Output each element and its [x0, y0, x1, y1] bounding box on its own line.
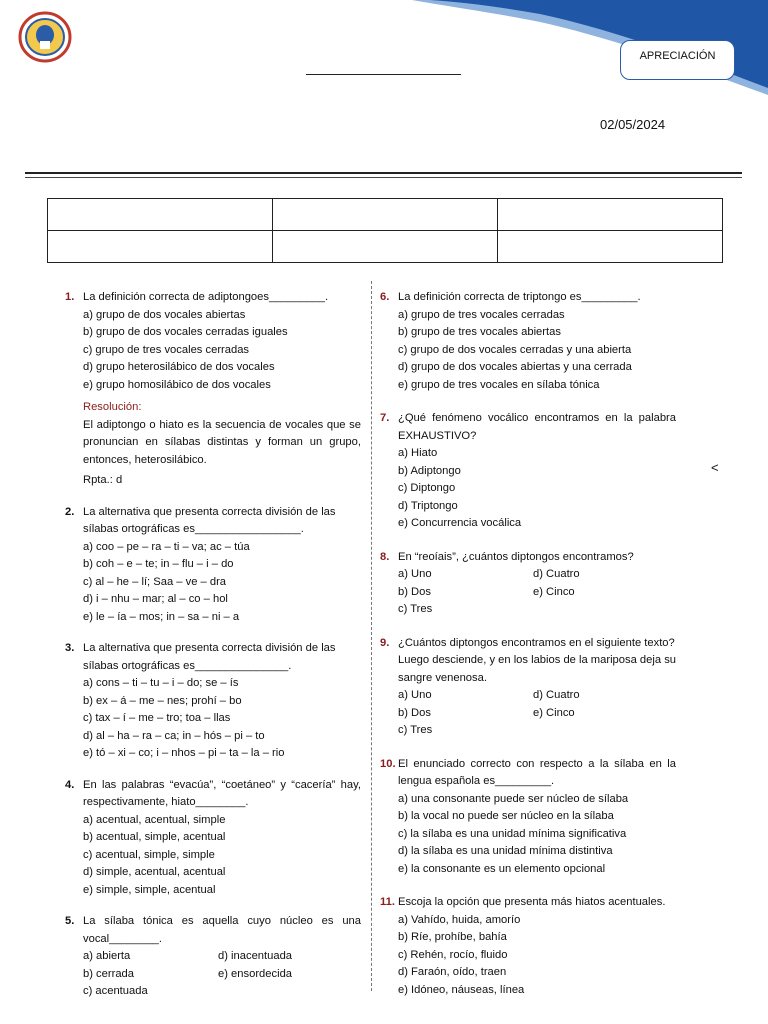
school-crest-icon [18, 11, 72, 63]
question-number: 8. [380, 550, 390, 563]
question-stem: La definición correcta de triptongo es_________. [398, 291, 641, 303]
question-7 [380, 410, 676, 533]
option: e) ensordecida [218, 967, 293, 980]
question-number: 2. [65, 505, 75, 518]
question-number: 9. [380, 636, 390, 649]
option: b) grupo de dos vocales cerradas iguales [83, 326, 288, 338]
option: d) inacentuada [218, 950, 293, 962]
option: b) grupo de tres vocales abiertas [398, 326, 561, 338]
question-number: 5. [65, 915, 75, 927]
option: d) al – ha – ra – ca; in – hós – pi – to [83, 729, 265, 742]
option-row [380, 705, 676, 723]
question-stem: ¿Qué fenómeno vocálico encontramos en la palabra EXHAUSTIVO? [398, 412, 676, 442]
option: d) la sílaba es una unidad mínima distintiva [398, 845, 613, 857]
option: c) grupo de dos vocales cerradas y una abierta [398, 343, 632, 356]
option-row [380, 584, 676, 602]
option: c) Tres [398, 724, 433, 736]
info-cell[interactable] [498, 231, 723, 263]
option: c) Rehén, rocío, fluido [398, 948, 508, 961]
right-column [380, 289, 676, 999]
option: a) una consonante puede ser núcleo de sílaba [398, 792, 629, 805]
option: e) Idóneo, náuseas, línea [398, 983, 525, 996]
option: d) Cuatro [533, 689, 580, 701]
question-number: 11. [380, 896, 395, 908]
appreciation-badge [620, 40, 735, 80]
question-stem: Escoja la opción que presenta más hiatos acentuales. [398, 896, 666, 908]
info-cell[interactable] [273, 231, 498, 263]
option: c) acentuada [83, 985, 148, 997]
header-divider [25, 172, 742, 174]
option: d) simple, acentual, acentual [83, 866, 226, 878]
info-cell[interactable] [273, 199, 498, 231]
option: e) Cinco [533, 585, 575, 598]
resolution-title: Resolución: [83, 401, 142, 413]
option: d) grupo heterosilábico de dos vocales [83, 361, 275, 373]
option: e) tó – xi – co; i – nhos – pi – ta – la – rio [83, 747, 285, 759]
question-2 [65, 504, 361, 627]
appreciation-label: APRECIACIÓN [639, 50, 716, 62]
option: b) Dos [398, 706, 431, 719]
resolution-text: El adiptongo o hiato es la secuencia de vocales que se pronuncian en sílabas distintas y forman un grupo, entonces, heterosilábico. [83, 418, 361, 466]
option: c) Diptongo [398, 482, 456, 494]
question-10 [380, 756, 676, 879]
option: a) grupo de dos vocales abiertas [83, 308, 246, 321]
option: a) Uno [398, 568, 432, 580]
question-stem: La alternativa que presenta correcta división de las sílabas ortográficas es_________________. [83, 505, 336, 535]
option: a) cons – ti – tu – i – do; se – ís [83, 677, 239, 689]
question-5 [65, 913, 361, 1001]
question-stem: ¿Cuántos diptongos encontramos en el siguiente texto? [398, 636, 675, 649]
option-row [65, 966, 361, 984]
question-stem: En “reoíais”, ¿cuántos diptongos encontramos? [398, 550, 634, 563]
option: d) Cuatro [533, 568, 580, 580]
question-6 [380, 289, 676, 394]
option: a) Vahído, huida, amorío [398, 913, 521, 926]
option: e) le – ía – mos; in – sa – ni – a [83, 610, 240, 623]
question-number: 4. [65, 778, 75, 791]
option: e) la consonante es un elemento opcional [398, 862, 606, 875]
option: c) tax – í – me – tro; toa – llas [83, 712, 231, 724]
info-cell[interactable] [498, 199, 723, 231]
option: e) simple, simple, acentual [83, 883, 216, 896]
question-number: 6. [380, 291, 390, 303]
question-9 [380, 635, 676, 740]
option-row [380, 687, 676, 705]
option: a) Hiato [398, 447, 438, 459]
option: d) grupo de dos vocales abiertas y una cerrada [398, 361, 632, 373]
option: b) Dos [398, 585, 431, 598]
option: e) Cinco [533, 706, 575, 719]
option: a) Uno [398, 689, 432, 701]
option: b) acentual, simple, acentual [83, 831, 226, 843]
question-1 [65, 289, 361, 490]
option: a) coo – pe – ra – ti – va; ac – túa [83, 540, 250, 553]
info-cell[interactable] [48, 231, 273, 263]
question-text: Luego desciende, y en los labios de la mariposa deja su sangre venenosa. [398, 654, 677, 684]
option: a) grupo de tres vocales cerradas [398, 308, 565, 321]
option-row [65, 948, 361, 966]
option: b) Ríe, prohíbe, bahía [398, 931, 507, 943]
option: d) Triptongo [398, 499, 458, 512]
question-stem: El enunciado correcto con respecto a la sílaba en la lengua española es_________. [398, 757, 676, 787]
date-text: 02/05/2024 [600, 117, 666, 132]
question-3 [65, 640, 361, 763]
left-column [65, 289, 361, 1001]
question-11 [380, 894, 676, 999]
student-info-table [47, 198, 723, 263]
name-blank-line [306, 74, 461, 75]
option: e) Concurrencia vocálica [398, 517, 522, 529]
option: b) la vocal no puede ser núcleo en la sílaba [398, 810, 614, 822]
question-number: 1. [65, 291, 75, 303]
option: c) al – he – lí; Saa – ve – dra [83, 575, 227, 588]
option: a) abierta [83, 950, 131, 962]
option: a) acentual, acentual, simple [83, 813, 226, 826]
column-divider [371, 281, 372, 991]
question-stem: La definición correcta de adiptongoes_________. [83, 291, 329, 303]
question-stem: La sílaba tónica es aquella cuyo núcleo es una vocal________. [83, 915, 361, 945]
option: b) ex – á – me – nes; prohí – bo [83, 694, 242, 707]
option: b) cerrada [83, 967, 134, 980]
option: c) grupo de tres vocales cerradas [83, 343, 250, 356]
option: e) grupo de tres vocales en sílaba tónica [398, 378, 600, 391]
header-divider-thin [25, 177, 742, 178]
option: c) Tres [398, 603, 433, 615]
question-stem: La alternativa que presenta correcta división de las sílabas ortográficas es_______________. [83, 642, 336, 672]
question-8 [380, 549, 676, 619]
question-stem: En las palabras “evacúa”, “coetáneo” y “cacería” hay, respectivamente, hiato________. [83, 778, 361, 808]
question-4 [65, 777, 361, 900]
option: c) la sílaba es una unidad mínima significativa [398, 827, 627, 840]
option-row [380, 566, 676, 584]
answer-text: Rpta.: d [83, 474, 123, 486]
question-number: 7. [380, 412, 390, 424]
option: c) acentual, simple, simple [83, 848, 215, 861]
option: b) coh – e – te; in – flu – i – do [83, 558, 234, 570]
question-number: 3. [65, 642, 75, 654]
option: d) i – nhu – mar; al – co – hol [83, 593, 228, 605]
option: b) Adiptongo [398, 464, 461, 477]
question-number: 10. [380, 757, 396, 770]
info-cell[interactable] [48, 199, 273, 231]
option: e) grupo homosilábico de dos vocales [83, 378, 271, 391]
option: d) Faraón, oído, traen [398, 966, 507, 978]
margin-mark: < [711, 460, 719, 475]
